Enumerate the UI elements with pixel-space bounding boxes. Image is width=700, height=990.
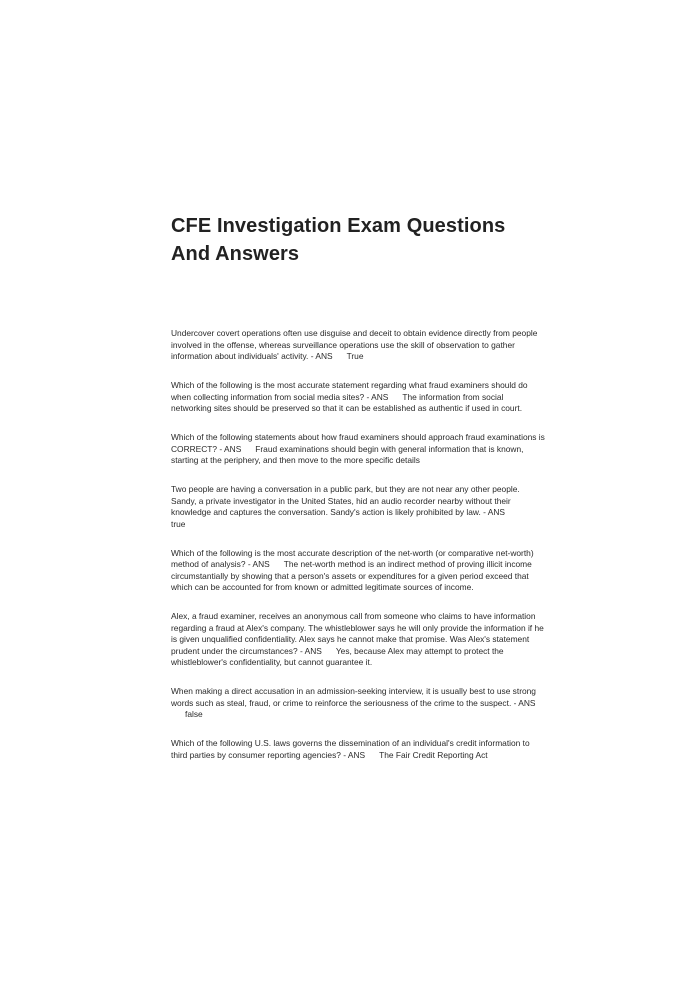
qa-item bbox=[171, 328, 546, 363]
ans-separator: - ANS bbox=[480, 507, 505, 517]
question-text: Which of the following U.S. laws governs the dissemination of an individual's credit information to third parties by consumer reporting agencies? bbox=[171, 738, 530, 760]
ans-separator: - ANS bbox=[245, 559, 270, 569]
ans-separator: - ANS bbox=[217, 443, 242, 454]
qa-item bbox=[171, 686, 546, 721]
qa-item bbox=[171, 380, 546, 415]
document-body bbox=[171, 212, 546, 779]
answer-text: The net-worth method is an indirect method of proving illicit income circumstantially by showing that a person's assets or expenditures for a given period exceed that which can be accounted for from known or admitted legitimate sources of income. bbox=[171, 559, 532, 592]
question-text: When making a direct accusation in an admission-seeking interview, it is usually best to use strong words such as steal, fraud, or crime to reinforce the seriousness of the crime to the suspect. bbox=[171, 686, 536, 708]
answer-text: Yes, because Alex may attempt to protect the whistleblower's confidentiality, but cannot guarantee it. bbox=[171, 645, 504, 667]
question-text: Alex, a fraud examiner, receives an anonymous call from someone who claims to have information regarding a fraud at Alex's company. The whistleblower says he will only provide the information if he is given unqualified confidentiality. Alex says he cannot make that promise. Was Alex's statement prudent under the circumstances? bbox=[171, 611, 544, 656]
ans-separator: - ANS bbox=[308, 351, 333, 361]
qa-item bbox=[171, 611, 546, 669]
question-text: Undercover covert operations often use disguise and deceit to obtain evidence directly from people involved in the offense, whereas surveillance operations use the skill of observation to gather information about individuals' activity. bbox=[171, 328, 538, 361]
qa-item bbox=[171, 432, 546, 467]
answer-text: true bbox=[171, 518, 186, 529]
qa-item bbox=[171, 548, 546, 594]
answer-text: The Fair Credit Reporting Act bbox=[379, 749, 488, 760]
answer-text: Fraud examinations should begin with general information that is known, starting at the periphery, and then move to the more specific details bbox=[171, 443, 524, 465]
question-text: Which of the following is the most accurate statement regarding what fraud examiners should do when collecting information from social media sites? bbox=[171, 380, 528, 402]
answer-text: false bbox=[185, 709, 203, 719]
ans-separator: - ANS bbox=[297, 645, 322, 656]
question-text: Which of the following statements about how fraud examiners should approach fraud examinations is CORRECT? bbox=[171, 432, 545, 454]
qa-item bbox=[171, 484, 546, 530]
document-title: CFE Investigation Exam Questions And Answers bbox=[171, 215, 506, 265]
qa-list bbox=[171, 328, 546, 761]
answer-text: The information from social networking sites should be preserved so that it can be established as authentic if used in court. bbox=[171, 391, 523, 413]
ans-separator: - ANS bbox=[340, 749, 366, 760]
answer-text: True bbox=[346, 351, 364, 361]
ans-separator: - ANS bbox=[511, 697, 536, 708]
question-text: Which of the following is the most accurate description of the net-worth (or comparative net-worth) method of analysis? bbox=[171, 547, 534, 569]
ans-separator: - ANS bbox=[364, 391, 389, 402]
qa-item bbox=[171, 738, 546, 761]
question-text: Two people are having a conversation in a public park, but they are not near any other people. Sandy, a private investigator in the United States, hid an audio recorder nearby without their knowledge and captures the conversation. Sandy's action is likely prohibited by law. bbox=[171, 484, 520, 517]
